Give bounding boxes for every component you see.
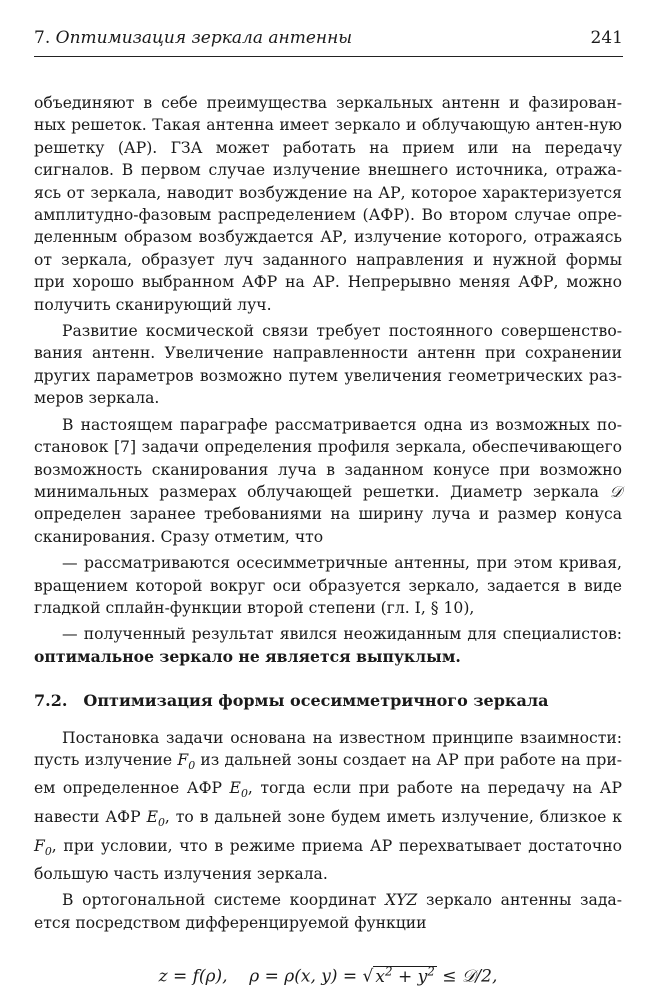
- page-number: 241: [590, 28, 623, 48]
- radicand-x: x: [375, 966, 385, 987]
- symbol-F: F: [177, 750, 189, 769]
- paragraph-5: [34, 889, 622, 934]
- symbol-XYZ: XYZ: [385, 891, 418, 910]
- paragraph-4-text-d: , то в дальней зоне будем иметь излучение, близкое к: [164, 808, 622, 826]
- paragraph-3-text-b: определен заранее требованиями на ширину луча и размер конуса сканирования. Сразу отметим, что: [34, 505, 622, 546]
- paragraph-3: [34, 414, 622, 548]
- list-item-2: [34, 623, 622, 668]
- paragraph-3-text-a: В настоящем параграфе рассматривается одна из возможных по-становок [7] задачи определения профиля зеркала, обеспечивающего возможность сканирования луча в заданном конусе при возможно минимальных размерах облучающей решетки. Диаметр зеркала: [34, 415, 622, 501]
- formula-radicand: [373, 966, 436, 987]
- section-title: Оптимизация формы осесимметричного зеркала: [83, 691, 549, 711]
- sqrt-sign: √: [362, 966, 374, 987]
- section-number: 7.2.: [34, 691, 68, 711]
- formula-left: z = f(ρ),: [158, 966, 228, 987]
- paragraph-5-text-b: зеркало антенны зада-ется посредством дифференцируемой функции: [34, 891, 622, 932]
- symbol-E-sub: 0: [240, 787, 248, 801]
- body-text: [34, 92, 622, 988]
- diameter-symbol: 𝒟: [609, 482, 623, 501]
- symbol-E0: [229, 779, 248, 801]
- bold-conclusion: оптимальное зеркало не является выпуклым.: [34, 646, 461, 666]
- chapter-title: Оптимизация зеркала антенны: [55, 28, 353, 48]
- symbol-F-2-sub: 0: [44, 844, 52, 858]
- formula-right: ≤ 𝒟/2,: [436, 966, 498, 987]
- running-header: [34, 28, 623, 52]
- paragraph-1: объединяют в себе преимущества зеркальных антенн и фазирован-ных решеток. Такая антенна имеет зеркало и облучающую антен-ную решетку (АР). ГЗА может работать на прием или на передачу сигналов. В первом случае излучение внешнего источника, отража-ясь от зеркала, наводит возбуждение на АР, которое характеризуется амплитудно-фазовым распределением (АФР). Во втором случае опре-деленным образом возбуждается АР, излучение которого, отражаясь от зеркала, образует луч заданного направления и нужной формы при хорошо выбранном АФР на АР. Непрерывно меняя АФР, можно получить сканирующий луч.: [34, 94, 622, 314]
- symbol-E-2: E: [146, 808, 158, 826]
- paragraph-4: [34, 727, 622, 886]
- radicand-y: y: [417, 966, 428, 987]
- list-item-2-text: — полученный результат явился неожиданным для специалистов:: [62, 625, 622, 644]
- header-rule: [34, 56, 623, 57]
- symbol-F0: [177, 750, 196, 773]
- paragraph-4-text-a: Постановка задачи основана на известном принципе взаимности: пусть излучение: [34, 728, 622, 769]
- section-heading: [34, 690, 622, 712]
- symbol-E0-second: [146, 808, 165, 830]
- radicand-x-exp: 2: [384, 964, 393, 979]
- chapter-number: 7.: [34, 28, 51, 48]
- paragraph-4-text-b: из дальней зоны создает на АР при работе на при-ем определенное АФР: [34, 750, 622, 798]
- symbol-E-2-sub: 0: [157, 816, 165, 830]
- display-formula: [34, 960, 622, 988]
- radicand-plus: +: [392, 966, 418, 987]
- symbol-F0-second: [34, 836, 52, 858]
- chapter-heading: [34, 28, 352, 48]
- paragraph-4-text-e: , при условии, что в режиме приема АР перехватывает достаточно большую часть излучения зеркала.: [34, 836, 622, 884]
- radicand-y-exp: 2: [427, 964, 435, 979]
- paragraph-2: Развитие космической связи требует постоянного совершенство-вания антенн. Увеличение направленности антенн при сохранении других параметров возможно путем увеличения геометрических раз-меров зеркала.: [34, 322, 622, 408]
- symbol-E: E: [229, 779, 241, 798]
- paragraph-4-text-c: , тогда если при работе на передачу на АР навести АФР: [34, 779, 622, 826]
- paragraph-5-text-a: В ортогональной системе координат: [62, 891, 377, 910]
- list-item-1: — рассматриваются осесимметричные антенны, при этом кривая, вращением которой вокруг оси образуется зеркало, задается в виде гладкой сплайн-функции второй степени (гл. I, § 10),: [34, 554, 622, 617]
- symbol-F-sub: 0: [188, 759, 196, 773]
- symbol-F-2: F: [34, 836, 45, 855]
- formula-mid: ρ = ρ(x, y) =: [249, 966, 363, 987]
